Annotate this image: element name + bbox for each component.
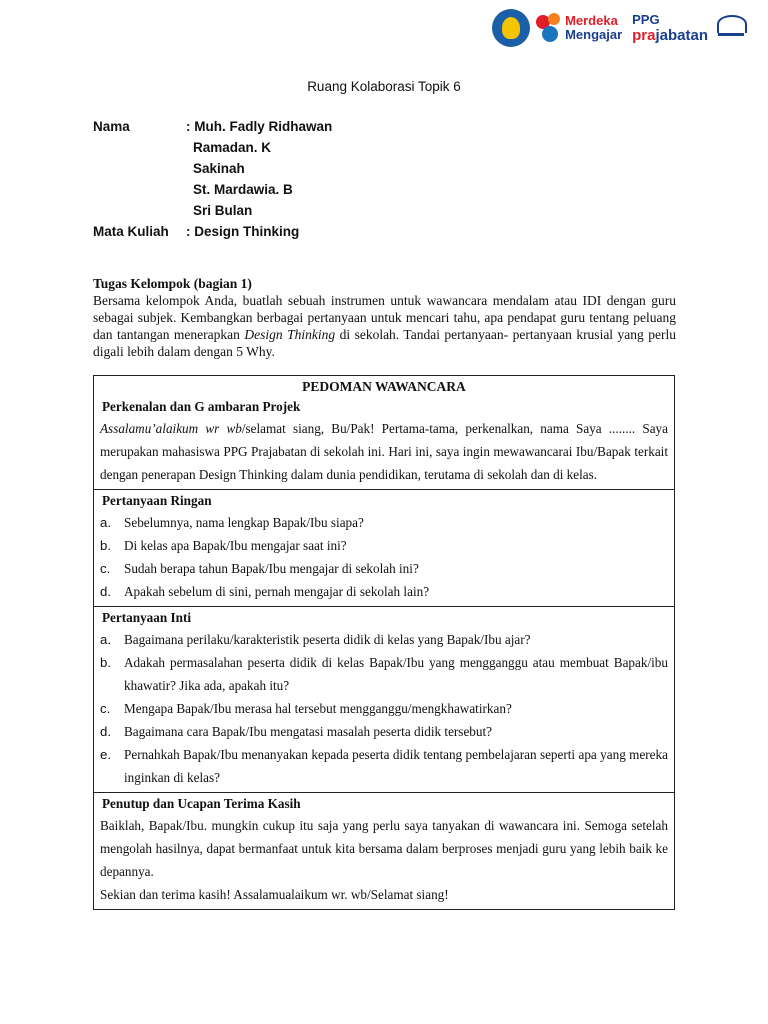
name-value: : Muh. Fadly Ridhawan (186, 119, 333, 134)
course-value: : Design Thinking (186, 224, 300, 239)
intro-section (94, 376, 674, 489)
course-label: Mata Kuliah (93, 224, 169, 239)
merdeka-logo-text: Merdeka (565, 13, 618, 28)
question-letter: e. (100, 747, 111, 762)
ppg-logo-text: PPG (632, 12, 660, 27)
question-text: Sudah berapa tahun Bapak/Ibu mengajar di sekolah ini? (124, 561, 419, 576)
question-letter: b. (100, 538, 111, 553)
closing-paragraph: Baiklah, Bapak/Ibu. mungkin cukup itu saja yang perlu saya tanyakan di wawancara ini. Semoga setelah mengolah hasilnya, dapat bermanfaat untuk kita bersama dalam berproses menjadi guru yang lebih baik ke depannya. (100, 818, 668, 879)
member-name: Sri Bulan (193, 203, 253, 218)
universitas-terbuka-logo-icon (714, 11, 748, 45)
closing-farewell: Sekian dan terima kasih! Assalamualaikum wr. wb/Selamat siang! (100, 887, 449, 902)
question-letter: a. (100, 515, 111, 530)
question-letter: b. (100, 655, 111, 670)
closing-section (94, 792, 674, 909)
merdeka-mengajar-mark-icon (536, 13, 562, 43)
header-logos (492, 8, 748, 48)
member-name: St. Mardawia. B (193, 182, 293, 197)
question-text: Bagaimana cara Bapak/Ibu mengatasi masalah peserta didik tersebut? (124, 724, 493, 739)
pra-logo-text: pra (632, 27, 656, 44)
light-question-item (100, 580, 668, 603)
page-title: Ruang Kolaborasi Topik 6 (307, 79, 461, 94)
core-questions-heading: Pertanyaan Inti (102, 610, 192, 625)
core-question-item (100, 743, 668, 789)
light-question-item (100, 557, 668, 580)
question-text: Pernahkah Bapak/Ibu menanyakan kepada peserta didik tentang pembelajaran seperti apa yang mereka inginkan di kelas? (124, 747, 668, 785)
light-question-item (100, 511, 668, 534)
kemendikbud-logo-icon (492, 9, 530, 47)
ppg-prajabatan-logo (632, 12, 708, 44)
question-text: Mengapa Bapak/Ibu merasa hal tersebut mengganggu/mengkhawatirkan? (124, 701, 512, 716)
question-letter: c. (100, 561, 111, 576)
merdeka-mengajar-logo (536, 13, 622, 43)
core-questions-section (94, 606, 674, 792)
question-text: Sebelumnya, nama lengkap Bapak/Ibu siapa? (124, 515, 364, 530)
core-question-item (100, 697, 668, 720)
member-name: Ramadan. K (193, 140, 272, 155)
question-text: Bagaimana perilaku/karakteristik peserta didik di kelas yang Bapak/Ibu ajar? (124, 632, 531, 647)
core-question-item (100, 720, 668, 743)
question-text: Di kelas apa Bapak/Ibu mengajar saat ini? (124, 538, 347, 553)
name-label: Nama (93, 119, 130, 134)
mengajar-logo-text: Mengajar (565, 27, 623, 42)
interview-guide-table (93, 375, 675, 910)
member-name: Sakinah (193, 161, 245, 176)
task-heading: Tugas Kelompok (bagian 1) (93, 276, 252, 291)
core-question-item (100, 651, 668, 697)
question-letter: d. (100, 584, 111, 599)
question-letter: d. (100, 724, 111, 739)
light-questions-section (94, 489, 674, 606)
core-question-item (100, 628, 668, 651)
light-question-item (100, 534, 668, 557)
intro-heading: Perkenalan dan G ambaran Projek (102, 399, 301, 414)
intro-paragraph: Assalamu’alaikum wr wb/selamat siang, Bu/Pak! Pertama-tama, perkenalkan, nama Saya ........ Saya merupakan mahasiswa PPG Prajabatan di sekolah ini. Hari ini, saya ingin mewawancarai Ibu/Bapak terkait dengan penerapan Design Thinking dalam dunia pendidikan, terutama di sekolah dan di kelas. (100, 421, 669, 482)
guide-title: PEDOMAN WAWANCARA (302, 379, 466, 394)
question-letter: c. (100, 701, 111, 716)
closing-heading: Penutup dan Ucapan Terima Kasih (102, 796, 301, 811)
question-letter: a. (100, 632, 111, 647)
light-questions-heading: Pertanyaan Ringan (102, 493, 212, 508)
task-description: Bersama kelompok Anda, buatlah sebuah instrumen untuk wawancara mendalam atau IDI dengan guru sebagai subjek. Kembangkan berbagai pertanyaan untuk mencari tahu, apa pendapat guru tentang peluang dan tantangan menerapkan Design Thinking di sekolah. Tandai pertanyaan- pertanyaan krusial yang perlu digali lebih dalam dengan 5 Why. (93, 293, 676, 359)
jabatan-logo-text: jabatan (655, 27, 708, 44)
question-text: Apakah sebelum di sini, pernah mengajar di sekolah lain? (124, 584, 430, 599)
task-section (93, 275, 676, 360)
question-text: Adakah permasalahan peserta didik di kelas Bapak/Ibu yang mengganggu atau membuat Bapak/ibu khawatir? Jika ada, apakah itu? (124, 655, 668, 693)
